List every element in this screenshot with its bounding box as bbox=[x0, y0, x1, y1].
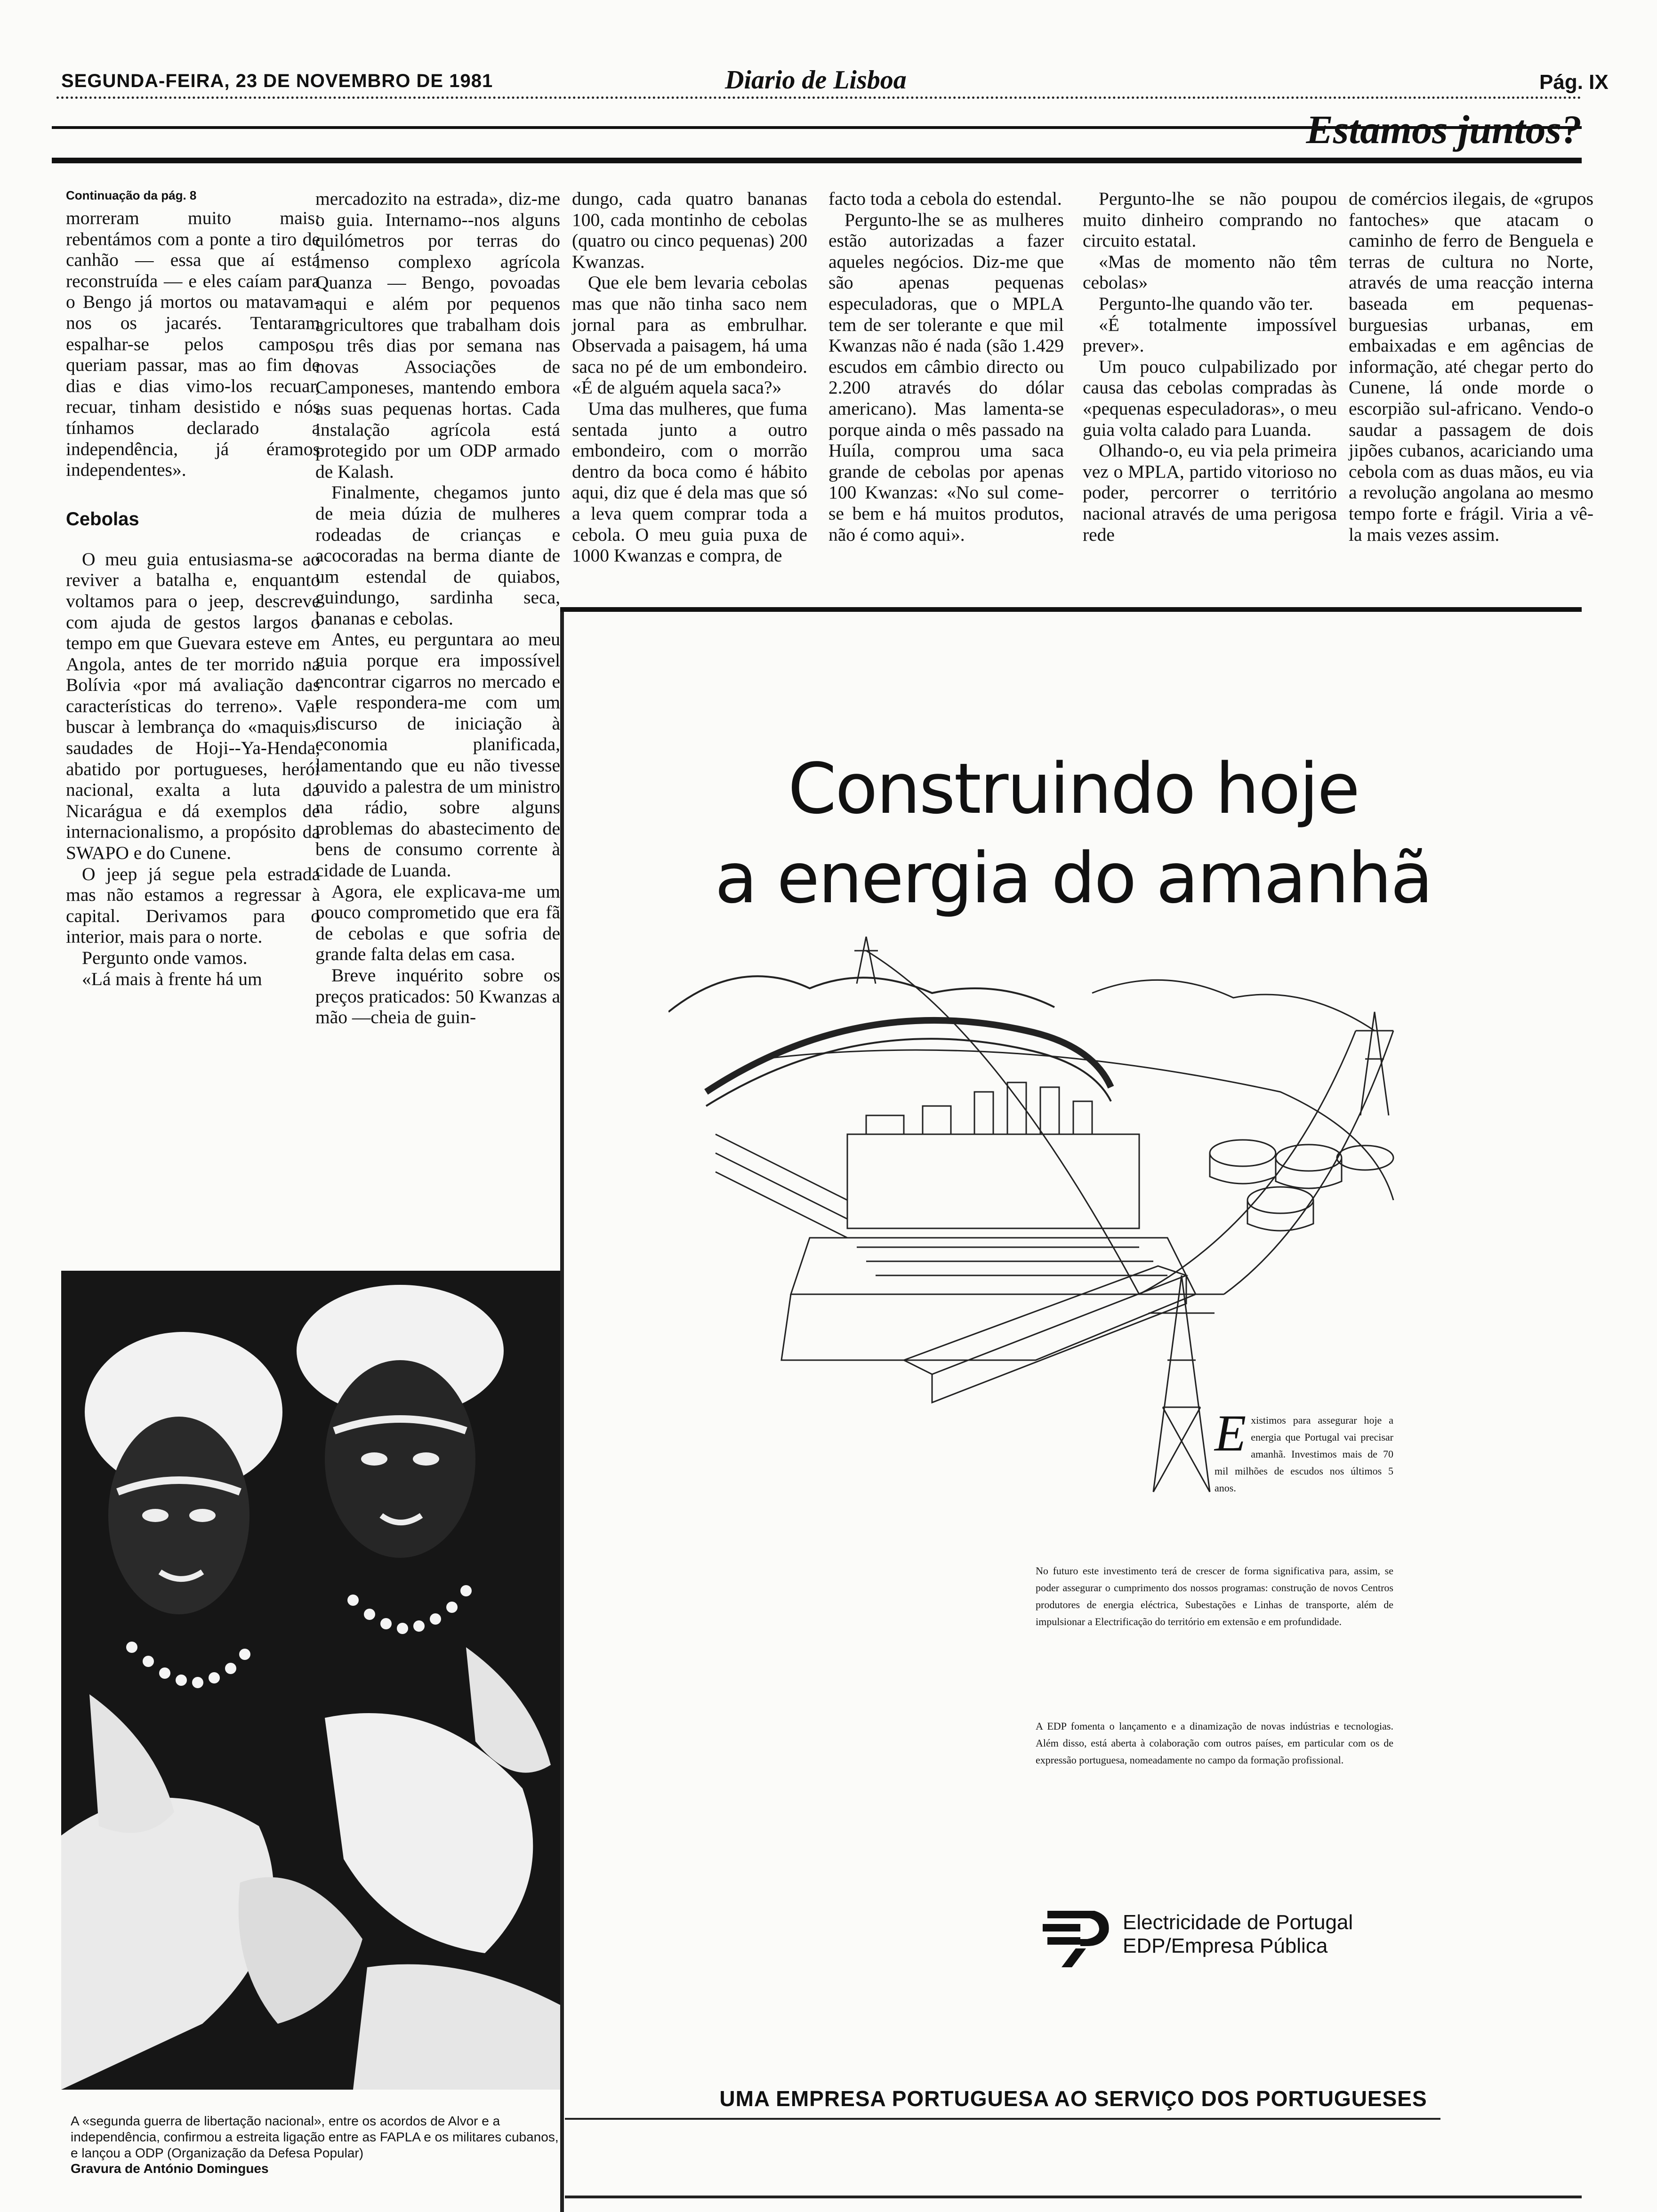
paragraph: Pergunto-lhe se não poupou muito dinheiro comprando no circuito estatal. bbox=[1083, 188, 1337, 251]
paragraph: O jeep já segue pela estrada mas não estamos a regressar à capital. Derivamos para o interior, mais para o norte. bbox=[66, 863, 320, 947]
paragraph: «Lá mais à frente há um bbox=[82, 968, 262, 989]
photo-credit: Gravura de António Domingues bbox=[71, 2161, 269, 2176]
ad-border-left bbox=[560, 612, 564, 2212]
header-dotted-rule bbox=[56, 96, 1582, 99]
edp-logo-icon bbox=[1043, 1906, 1113, 1967]
article-column-3 bbox=[572, 188, 807, 566]
paragraph: Pergunto-lhe quando vão ter. bbox=[1099, 293, 1313, 314]
article-end-rule bbox=[560, 607, 1582, 612]
paragraph: Breve inquérito sobre os preços praticados: 50 Kwanzas a mão —cheia de guin- bbox=[315, 964, 560, 1028]
paragraph: morreram muito mais: rebentámos com a ponte a tiro de canhão — essa que aí está reconstruída — e eles caíam para o Bengo já mortos ou matavam-nos os jacarés. Tentaram espalhar-se pelos campos, queriam passar, mas ao fim de dias e dias vimo-los recuar, recuar, tinham desistido e nós tínhamos declarado a independência, já éramos independentes». bbox=[66, 208, 320, 481]
paragraph: Pergunto-lhe se as mulheres estão autorizadas a fazer aqueles negócios. Diz-me que são apenas pequenas especuladoras, que o MPLA tem de ser tolerante e que mil Kwanzas não é nada (são 1.429 escudos em câmbio directo ou 2.200 através do dólar americano). Mas lamenta-se porque ainda o mês passado na Huíla, comprou uma saca grande de cebolas por apenas 100 Kwanzas: «No sul come-se bem e há muitos produtos, não é como aqui». bbox=[828, 209, 1064, 545]
paragraph: de comércios ilegais, de «grupos fantoches» que atacam o caminho de ferro de Benguela e terras de cultura no Norte, através de uma reacção interna baseada em pequenas-burguesias urbanas, em embaixadas e em agências de informação, até chegar perto do Cunene, lá onde morde o escorpião sul-africano. Vendo-o saudar a passagem de dois jipões cubanos, acariciando uma cebola com as duas mãos, eu via a revolução angolana ao mesmo tempo forte e frágil. Viria a vê-la mais vezes assim. bbox=[1349, 188, 1593, 545]
paragraph: facto toda a cebola do estendal. bbox=[828, 188, 1062, 209]
subheading: Cebolas bbox=[66, 508, 139, 529]
paragraph: Antes, eu perguntara ao meu guia porque era impossível encontrar cigarros no mercado e ele respondera-me com um discurso de iniciação à economia planificada, lamentando que eu não tivesse ouvido a palestra de um ministro na rádio, sobre alguns problemas do abastecimento de bens de consumo corrente à cidade de Luanda. bbox=[315, 629, 560, 881]
article-column-6 bbox=[1349, 188, 1593, 545]
paragraph: Finalmente, chegamos junto de meia dúzia de mulheres rodeadas de crianças e acocoradas na berma diante de um estendal de quiabos, guindungo, sardinha seca, bananas e cebolas. bbox=[315, 482, 560, 629]
page-bottom-rule bbox=[565, 2196, 1582, 2198]
section-title: Estamos juntos? bbox=[1306, 107, 1582, 152]
ad-bottom-rule bbox=[565, 2118, 1440, 2120]
engraving-image bbox=[61, 1271, 560, 2090]
paragraph: «Mas de momento não têm cebolas» bbox=[1083, 251, 1337, 293]
paragraph: Agora, ele explicava-me um pouco comprometido que era fã de cebolas e que sofria de grande falta delas em casa. bbox=[315, 881, 560, 965]
ad-headline-line2: a energia do amanhã bbox=[715, 838, 1432, 919]
ad-paragraph-2: No futuro este investimento terá de crescer de forma significativa para, assim, se poder assegurar o cumprimento dos nossos programas: construção de novos Centros produtores de energia eléctrica, Subestações e Linhas de transporte, além de impulsionar a Electrificação do território em extensão e em profundidade. bbox=[1036, 1565, 1393, 1627]
paragraph: Pergunto onde vamos. bbox=[82, 947, 248, 968]
article-column-4 bbox=[828, 188, 1064, 545]
ad-paragraph-1-text: xistimos para assegurar hoje a energia que Portugal vai precisar amanhã. Investimos mais de 70 mil milhões de escudos nos últimos 5 anos. bbox=[1215, 1414, 1393, 1494]
photo-caption: A «segunda guerra de libertação nacional», entre os acordos de Alvor e a independência, confirmou a estreita ligação entre as FAPLA e os militares cubanos, e lançou a ODP (Organização da Defesa Popular) bbox=[71, 2114, 559, 2160]
article-column-2 bbox=[315, 188, 560, 1028]
continuation-note: Continuação da pág. 8 bbox=[66, 188, 197, 202]
paragraph: Uma das mulheres, que fuma sentada junto a outro embondeiro, com o morrão dentro da boca como é hábito aqui, diz que é dela mas que só a leva quem comprar toda a cebola. O meu guia puxa de 1000 Kwanzas e compra, de bbox=[572, 398, 807, 566]
ad-paragraph-1 bbox=[1215, 1404, 1393, 1497]
company-name-line1: Electricidade de Portugal bbox=[1123, 1911, 1353, 1934]
paragraph: mercadozito na estrada», diz-me o guia. Internamo--nos alguns quilómetros por terras do imenso complexo agrícola Quanza — Bengo, povoadas aqui e além por pequenos agricultores que trabalham dois ou três dias por semana nas novas Associações de Camponeses, mantendo embora as suas pequenas hortas. Cada instalação agrícola está protegido por um ODP armado de Kalash. bbox=[315, 188, 560, 482]
ad-headline-line1: Construindo hoje bbox=[788, 748, 1359, 829]
page-number: Pág. IX bbox=[1539, 71, 1609, 94]
ad-slogan: UMA EMPRESA PORTUGUESA AO SERVIÇO DOS PORTUGUESES bbox=[719, 2086, 1427, 2111]
paragraph: Que ele bem levaria cebolas mas que não tinha saco nem jornal para as embrulhar. Observada a paisagem, há uma saca no pé de um embondeiro. «É de alguém aquela saca?» bbox=[572, 272, 807, 398]
paragraph: O meu guia entusiasma-se ao reviver a batalha e, enquanto voltamos para o jeep, descreve com ajuda de gestos largos o tempo em que Guevara esteve em Angola, antes de ter morrido na Bolívia «por má avaliação das características do terreno». Vai buscar à lembrança do «maquis» saudades de Hoji--Ya-Henda, abatido por portugueses, herói nacional, exalta a luta da Nicarágua e dá exemplos de internacionalismo, a propósito da SWAPO e do Cunene. bbox=[66, 548, 320, 864]
section-rule bbox=[52, 158, 1582, 163]
ad-paragraph-3: A EDP fomenta o lançamento e a dinamização de novas indústrias e tecnologias. Além disso, está aberta à colaboração com outros países, em particular com os de expressão portuguesa, nomeadamente no campo da formação profissional. bbox=[1036, 1720, 1393, 1766]
company-name bbox=[1123, 1911, 1353, 1958]
article-column-1 bbox=[66, 188, 320, 989]
newspaper-name: Diario de Lisboa bbox=[725, 65, 907, 95]
article-column-5 bbox=[1083, 188, 1337, 545]
company-name-line2: EDP/Empresa Pública bbox=[1123, 1934, 1328, 1957]
paragraph: «É totalmente impossível prever». bbox=[1083, 314, 1337, 356]
paragraph: dungo, cada quatro bananas 100, cada montinho de cebolas (quatro ou cinco pequenas) 200 Kwanzas. bbox=[572, 188, 807, 272]
paragraph: Um pouco culpabilizado por causa das cebolas compradas às «pequenas especuladoras», o meu guia volta calado para Luanda. bbox=[1083, 356, 1337, 440]
issue-date: SEGUNDA-FEIRA, 23 DE NOVEMBRO DE 1981 bbox=[61, 71, 493, 91]
paragraph: Olhando-o, eu via pela primeira vez o MPLA, partido vitorioso no poder, percorrer o território nacional através de uma perigosa rede bbox=[1083, 440, 1337, 545]
engraving-figures bbox=[61, 1271, 560, 2090]
drop-cap: E bbox=[1215, 1404, 1247, 1462]
